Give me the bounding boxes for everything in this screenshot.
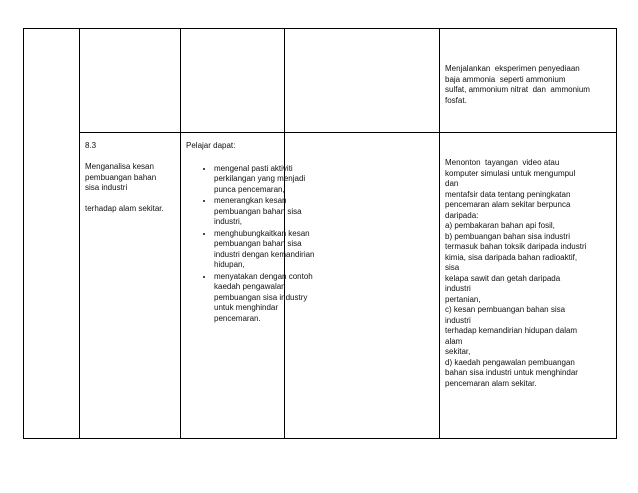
activity-line: fosfat. [445, 95, 467, 105]
outcome-line: pembuangan bahan sisa [214, 206, 302, 216]
outcome-line: • menyatakan dengan contoh [214, 271, 313, 281]
outcome-cell [181, 133, 315, 439]
activity-cell [440, 133, 617, 439]
standard-line: pembuangan bahan [85, 172, 157, 182]
activity-line: c) kesan pembuangan bahan sisa [445, 305, 566, 314]
outcome-line: pencemaran. [214, 313, 261, 323]
activity-line: a) pembakaran bahan api fosil, [445, 221, 555, 230]
outcome-cell [181, 29, 285, 133]
curriculum-table [23, 28, 617, 439]
outcome-list [186, 163, 315, 325]
standard-cell [80, 133, 181, 439]
activity-line: industri [445, 315, 471, 325]
activity-cell [440, 29, 617, 133]
outcome-line: kaedah pengawalan [214, 282, 286, 291]
list-item [214, 163, 306, 196]
activity-line: sisa [445, 263, 460, 272]
activity-line: d) kaedah pengawalan pembuangan [445, 357, 575, 367]
standard-line: sisa industri [85, 183, 128, 192]
activity-line: pertanian, [445, 294, 481, 304]
outcome-line: punca pencemaran, [214, 184, 285, 194]
outcome-line: industri, [214, 217, 243, 226]
activity-line: sulfat, ammonium nitrat dan ammonium [445, 85, 590, 94]
activity-line: kimia, sisa daripada bahan radioaktif, [445, 252, 578, 262]
outcome-line: industri dengan kemandirian [214, 249, 315, 259]
activity-line: kelapa sawit dan getah daripada [445, 273, 561, 283]
standard-tail: terhadap alam sekitar. [85, 204, 164, 213]
activity-line: Menonton tayangan video atau [445, 158, 560, 167]
outcome-line: • mengenal pasti aktiviti [214, 163, 293, 173]
activity-line: terhadap kemandirian hidupan dalam [445, 326, 578, 335]
outcome-line: pembuangan sisa industry [214, 292, 308, 302]
list-item [214, 271, 313, 325]
standard-line: Menganalisa kesan [85, 162, 154, 171]
activity-line: komputer simulasi untuk mengumpul [445, 168, 576, 178]
outcome-line: hidupan, [214, 260, 245, 269]
activity-line: sekitar, [445, 347, 471, 356]
activity-line: bahan sisa industri untuk menghindar [445, 368, 578, 377]
activity-line: daripada: [445, 210, 479, 220]
outcome-line: perkilangan yang menjadi [214, 174, 306, 183]
outcome-line: untuk menghindar [214, 303, 279, 312]
activity-line: pencemaran alam sekitar. [445, 378, 537, 388]
activity-line: baja ammonia seperti ammonium [445, 74, 566, 84]
table-row [24, 133, 617, 439]
outcome-intro: Pelajar dapat: [186, 141, 236, 150]
outcome-line: • menghubungkaitkan kesan [214, 228, 310, 238]
list-item [214, 228, 315, 271]
outcome-line: pembuangan bahan sisa [214, 239, 302, 248]
notes-cell [285, 29, 440, 133]
notes-cell [285, 133, 440, 439]
activity-line: alam [445, 336, 463, 346]
activity-line: Menjalankan eksperimen penyediaan [445, 64, 580, 73]
activity-line: mentafsir data tentang peningkatan [445, 189, 571, 199]
activity-line: dan [445, 179, 459, 188]
theme-cell [24, 29, 80, 439]
activity-line: industri [445, 284, 471, 293]
activity-line: b) pembuangan bahan sisa industri [445, 231, 570, 241]
activity-line: pencemaran alam sekitar berpunca [445, 200, 571, 209]
table-row [24, 29, 617, 133]
standard-cell [80, 29, 181, 133]
list-item [214, 196, 302, 228]
outcome-line: • menerangkan kesan [214, 196, 287, 205]
activity-line: termasuk bahan toksik daripada industri [445, 242, 587, 251]
standard-number: 8.3 [85, 141, 97, 150]
